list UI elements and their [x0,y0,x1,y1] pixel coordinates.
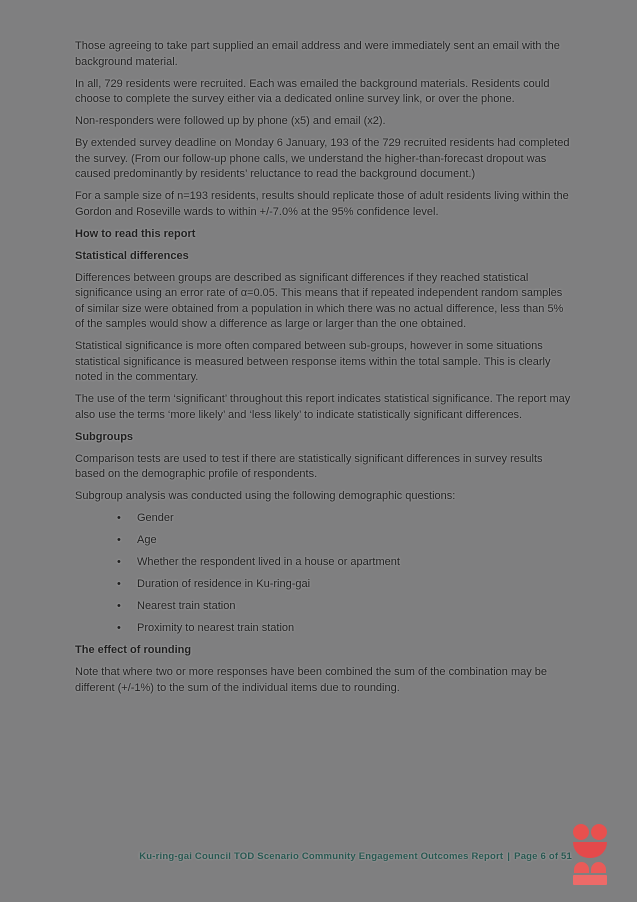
list-item: • Duration of residence in Ku-ring-gai [137,577,572,593]
heading-statistical-differences: Statistical differences [75,249,189,262]
logo-dome-left [574,862,589,873]
list-item: • Gender [137,511,572,527]
paragraph-deadline: By extended survey deadline on Monday 6 January, 193 of the 729 recruited residents had completed the survey. (From our follow-up phone calls, we understand the higher-than-forecast dropout was caused predominantly by residents’ reluctance to read the background document.) [75,137,570,180]
list-item: • Age [137,533,572,549]
document-body [75,39,572,703]
demographic-questions-list [75,511,572,637]
logo-dot-right [591,824,607,840]
heading-effect-of-rounding: The effect of rounding [75,644,192,656]
paragraph-differences: Differences between groups are described as significant differences if they reached statistical significance using an error rate of α=0.05. This means that if repeated independent random samples of similar size were obtained from a population in which there was no actual difference, less than 5% of the samples would show a difference as large or larger than the one obtained. [75,271,564,330]
footer-page-number: Page 6 of 51 [514,851,572,862]
logo-semicircle [573,842,607,858]
footer-separator: | [507,851,511,862]
list-item: • Nearest train station [137,599,572,615]
paragraph-comparison-tests: Comparison tests are used to test if there are statistically significant differences in survey results based on the demographic profile of respondents. [75,452,543,480]
paragraph-subgroup-intro: Subgroup analysis was conducted using the following demographic questions: [75,490,456,502]
paragraph-term-significant: The use of the term ‘significant’ throughout this report indicates statistical significance. The report may also use the terms ‘more likely’ and ‘less likely’ to indicate statistically significant differences. [75,393,571,421]
paragraph-sample-size: For a sample size of n=193 residents, results should replicate those of adult residents living within the Gordon and Roseville wards to within +/-7.0% at the 95% confidence level. [75,190,569,218]
heading-how-to-read: How to read this report [75,227,196,240]
footer-report-title: Ku-ring-gai Council TOD Scenario Community Engagement Outcomes Report [139,851,504,862]
paragraph-nonresponders: Non-responders were followed up by phone (x5) and email (x2). [75,115,386,127]
heading-subgroups: Subgroups [75,430,134,443]
paragraph-recruited: In all, 729 residents were recruited. Each was emailed the background materials. Residents could choose to complete the survey either via a dedicated online survey link, or over the phone. [75,77,550,105]
paragraph-significance: Statistical significance is more often compared between sub-groups, however in some situations statistical significance is measured between response items within the total sample. This is clearly noted in the commentary. [75,340,551,383]
paragraph-rounding: Note that where two or more responses have been combined the sum of the combination may be different (+/-1%) to the sum of the individual items due to rounding. [75,666,548,694]
page-footer [75,851,572,862]
company-logo-icon [573,824,608,888]
logo-dome-right [591,862,606,873]
logo-bar [573,875,607,885]
list-item: • Whether the respondent lived in a house or apartment [137,555,572,571]
logo-dot-left [573,824,589,840]
paragraph-email: Those agreeing to take part supplied an email address and were immediately sent an email with the background material. [75,40,560,68]
list-item: • Proximity to nearest train station [137,621,572,637]
